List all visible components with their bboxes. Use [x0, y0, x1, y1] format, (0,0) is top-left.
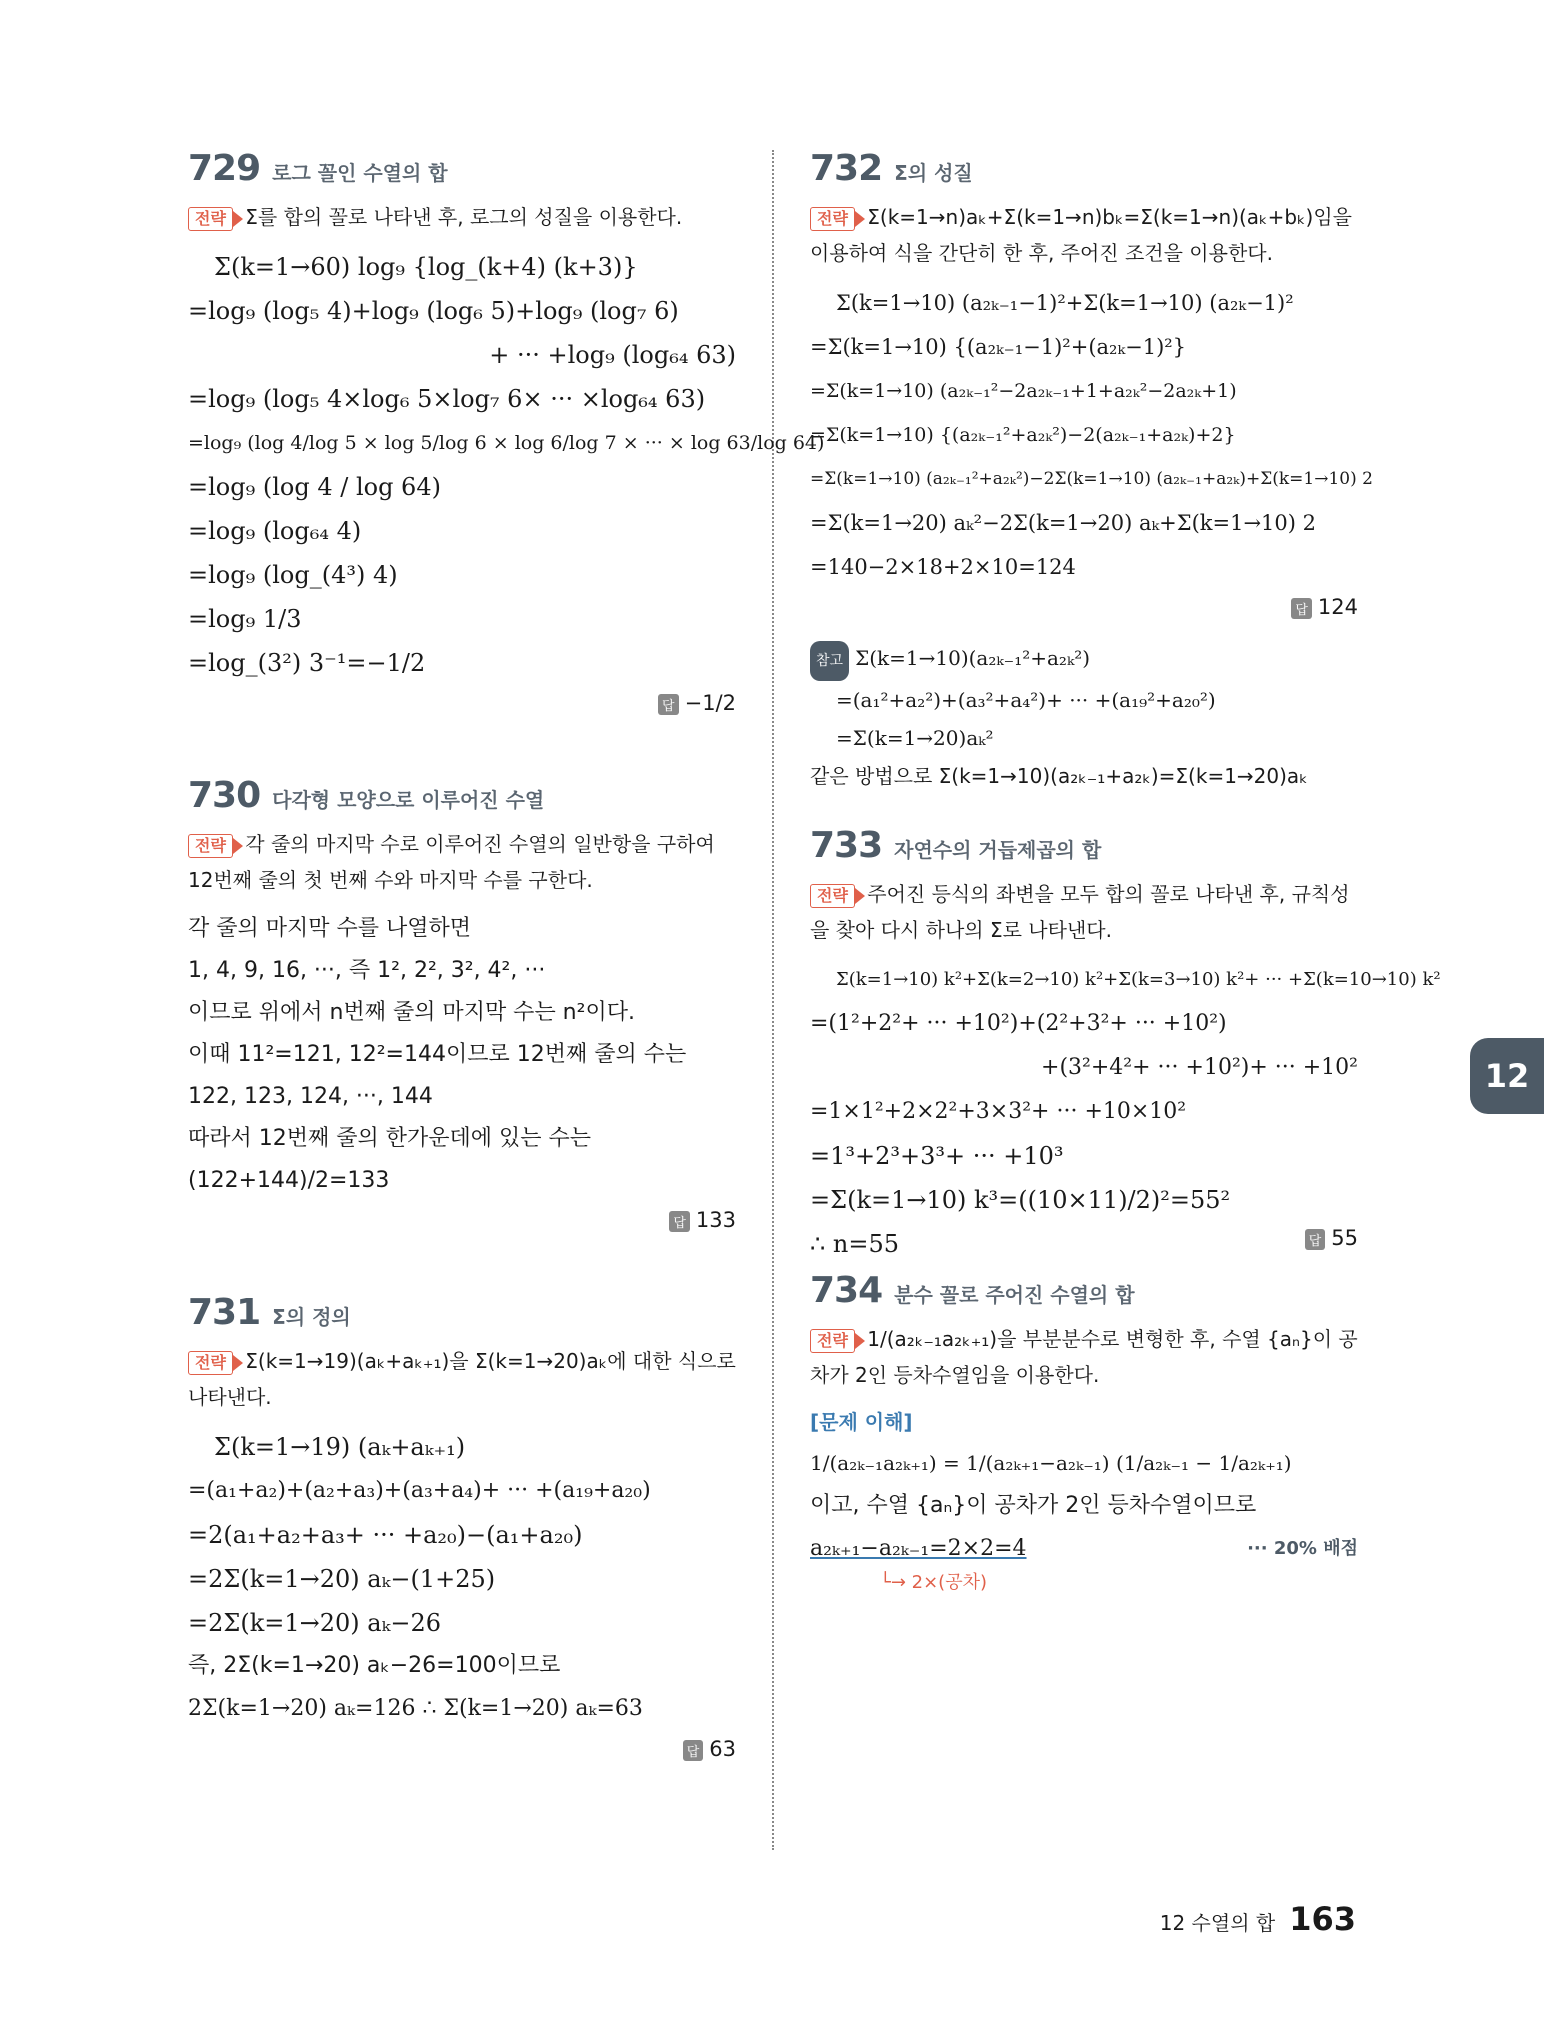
solution-line: 각 줄의 마지막 수를 나열하면	[188, 916, 471, 941]
problem-731	[188, 1292, 736, 1761]
page-footer	[1160, 1900, 1356, 1938]
solution-line: 이때 11²=121, 12²=144이므로 12번째 줄의 수는	[188, 1042, 687, 1067]
solution-line: Σ(k=1→10) (a₂ₖ₋₁−1)²+Σ(k=1→10) (a₂ₖ−1)²	[836, 291, 1294, 315]
problem-number: 734	[810, 1270, 883, 1311]
note-line: 같은 방법으로 Σ(k=1→10)(a₂ₖ₋₁+a₂ₖ)=Σ(k=1→20)aₖ	[810, 764, 1308, 788]
solution-line: =2(a₁+a₂+a₃+ ··· +a₂₀)−(a₁+a₂₀)	[188, 1521, 583, 1549]
solution-line: 1/(a₂ₖ₋₁a₂ₖ₊₁) = 1/(a₂ₖ₊₁−a₂ₖ₋₁) (1/a₂ₖ₋₁ − 1/a₂ₖ₊₁)	[810, 1451, 1292, 1475]
answer	[188, 1208, 736, 1232]
page-number: 163	[1289, 1900, 1356, 1938]
strategy-text: Σ(k=1→n)aₖ+Σ(k=1→n)bₖ=Σ(k=1→n)(aₖ+bₖ)임을 이용하여 식을 간단히 한 후, 주어진 조건을 이용한다.	[810, 205, 1352, 265]
solution-line: + ··· +log₉ (log₆₄ 63)	[489, 341, 736, 369]
strategy-tag: 전략	[188, 207, 233, 231]
problem-number: 730	[188, 775, 261, 816]
solution-line: 즉, 2Σ(k=1→20) aₖ−26=100이므로	[188, 1653, 561, 1678]
solution-line: a₂ₖ₊₁−a₂ₖ₋₁=2×2=4	[810, 1536, 1027, 1561]
strategy	[188, 1343, 736, 1415]
solution-line: =log₉ (log 4 / log 64)	[188, 473, 441, 501]
solution-line: 122, 123, 124, ···, 144	[188, 1084, 433, 1109]
solution-line: Σ(k=1→60) log₉ {log_(k+4) (k+3)}	[214, 253, 638, 281]
note-line: Σ(k=1→10)(a₂ₖ₋₁²+a₂ₖ²)	[855, 646, 1091, 670]
solution-line: =(a₁+a₂)+(a₂+a₃)+(a₃+a₄)+ ··· +(a₁₉+a₂₀)	[188, 1478, 651, 1503]
solution-line: (122+144)/2=133	[188, 1168, 390, 1193]
solution-line: Σ(k=1→19) (aₖ+aₖ₊₁)	[214, 1433, 466, 1461]
strategy	[188, 199, 736, 235]
solution-line: =2Σ(k=1→20) aₖ−26	[188, 1609, 441, 1637]
solution-line: 따라서 12번째 줄의 한가운데에 있는 수는	[188, 1126, 591, 1151]
solution-line: +(3²+4²+ ··· +10²)+ ··· +10²	[1041, 1055, 1358, 1080]
strategy	[188, 826, 736, 898]
problem-title: Σ의 정의	[272, 1305, 351, 1329]
problem-number: 733	[810, 825, 883, 866]
solution-line: =log₉ (log₆₄ 4)	[188, 517, 362, 545]
strategy-text: 각 줄의 마지막 수로 이루어진 수열의 일반항을 구하여 12번째 줄의 첫 번째 수와 마지막 수를 구한다.	[188, 832, 715, 892]
solution-line: ∴ n=55	[810, 1230, 900, 1258]
problem-title: 다각형 모양으로 이루어진 수열	[272, 788, 545, 812]
solution-line: =Σ(k=1→20) aₖ²−2Σ(k=1→20) aₖ+Σ(k=1→10) 2	[810, 511, 1317, 535]
solution-line: =2Σ(k=1→20) aₖ−(1+25)	[188, 1565, 496, 1593]
strategy-tag: 전략	[188, 834, 233, 858]
problem-733	[810, 825, 1441, 1258]
strategy-tag: 전략	[188, 1351, 233, 1375]
problem-number: 729	[188, 148, 261, 189]
answer	[810, 595, 1358, 619]
solution-line: 1, 4, 9, 16, ···, 즉 1², 2², 3², 4², ···	[188, 958, 546, 983]
solution-line: =log₉ (log_(4³) 4)	[188, 561, 398, 589]
strategy-text: Σ(k=1→19)(aₖ+aₖ₊₁)을 Σ(k=1→20)aₖ에 대한 식으로 나타낸다.	[188, 1349, 736, 1409]
solution-line: =Σ(k=1→10) k³=((10×11)/2)²=55²	[810, 1186, 1231, 1214]
solution-line: 2Σ(k=1→20) aₖ=126 ∴ Σ(k=1→20) aₖ=63	[188, 1696, 643, 1721]
answer	[188, 691, 736, 715]
solution-line: =log₉ (log₅ 4×log₆ 5×log₇ 6× ··· ×log₆₄ 63)	[188, 385, 706, 413]
solution-line: =1×1²+2×2²+3×3²+ ··· +10×10²	[810, 1099, 1187, 1124]
problem-number: 731	[188, 1292, 261, 1333]
solution-line: 이므로 위에서 n번째 줄의 마지막 수는 n²이다.	[188, 1000, 635, 1025]
problem-734	[810, 1270, 1358, 1595]
answer-value: −1/2	[684, 691, 736, 715]
strategy-tag: 전략	[810, 1329, 855, 1353]
strategy-text: 1/(a₂ₖ₋₁a₂ₖ₊₁)을 부분분수로 변형한 후, 수열 {aₙ}이 공차가 2인 등차수열임을 이용한다.	[810, 1327, 1358, 1387]
solution-line: =log₉ (log₅ 4)+log₉ (log₆ 5)+log₉ (log₇ 6)	[188, 297, 679, 325]
right-column	[810, 148, 1441, 1595]
problem-732	[810, 148, 1373, 795]
solution-line: =log₉ 1/3	[188, 605, 302, 633]
sub-heading: [문제 이해]	[810, 1410, 913, 1434]
solution-line: 이고, 수열 {aₙ}이 공차가 2인 등차수열이므로	[810, 1493, 1257, 1518]
strategy-text: Σ를 합의 꼴로 나타낸 후, 로그의 성질을 이용한다.	[245, 205, 683, 229]
problem-number: 732	[810, 148, 883, 189]
answer-icon: 답	[658, 694, 679, 715]
solution-line: Σ(k=1→10) k²+Σ(k=2→10) k²+Σ(k=3→10) k²+ ··· +Σ(k=10→10) k²	[836, 969, 1441, 990]
reference-note	[810, 639, 1358, 795]
strategy-text: 주어진 등식의 좌변을 모두 합의 꼴로 나타낸 후, 규칙성을 찾아 다시 하나의 Σ로 나타낸다.	[810, 882, 1350, 942]
answer-icon: 답	[669, 1211, 690, 1232]
problem-729	[188, 148, 825, 715]
strategy	[810, 876, 1358, 948]
strategy-tag: 전략	[810, 207, 855, 231]
solution-line: =1³+2³+3³+ ··· +10³	[810, 1142, 1064, 1170]
solution-line: =Σ(k=1→10) {(a₂ₖ₋₁²+a₂ₖ²)−2(a₂ₖ₋₁+a₂ₖ)+2}	[810, 424, 1236, 446]
strategy	[810, 1321, 1358, 1393]
problem-title: 로그 꼴인 수열의 합	[272, 161, 448, 185]
answer-icon: 답	[683, 1740, 704, 1761]
solution-line: =log_(3²) 3⁻¹=−1/2	[188, 649, 426, 677]
note-line: =Σ(k=1→20)aₖ²	[836, 726, 994, 750]
solution-line: =140−2×18+2×10=124	[810, 555, 1076, 579]
problem-title: 분수 꼴로 주어진 수열의 합	[894, 1283, 1135, 1307]
note-tag: 참고	[810, 641, 849, 681]
problem-title: Σ의 성질	[894, 161, 973, 185]
solution-line: =Σ(k=1→10) (a₂ₖ₋₁²−2a₂ₖ₋₁+1+a₂ₖ²−2a₂ₖ+1)	[810, 380, 1237, 402]
chapter-side-tab: 12	[1470, 1038, 1544, 1114]
strategy-tag: 전략	[810, 884, 855, 908]
answer-value: 63	[709, 1737, 736, 1761]
score-note: ··· 20% 배점	[1247, 1538, 1358, 1559]
answer-value: 124	[1317, 595, 1358, 619]
problem-730	[188, 775, 736, 1232]
solution-line: =Σ(k=1→10) (a₂ₖ₋₁²+a₂ₖ²)−2Σ(k=1→10) (a₂ₖ₋₁+a₂ₖ)+Σ(k=1→10) 2	[810, 469, 1373, 489]
solution-line: =log₉ (log 4/log 5 × log 5/log 6 × log 6/log 7 × ··· × log 63/log 64)	[188, 432, 825, 454]
column-divider	[772, 150, 774, 1850]
strategy	[810, 199, 1358, 271]
answer-value: 133	[695, 1208, 736, 1232]
footer-chapter: 12 수열의 합	[1159, 1911, 1276, 1935]
answer-value: 55	[1331, 1226, 1358, 1250]
answer-icon: 답	[1291, 598, 1312, 619]
solution-line: =(1²+2²+ ··· +10²)+(2²+3²+ ··· +10²)	[810, 1011, 1227, 1036]
answer-icon: 답	[1305, 1229, 1326, 1250]
problem-title: 자연수의 거듭제곱의 합	[894, 838, 1102, 862]
note-line: =(a₁²+a₂²)+(a₃²+a₄²)+ ··· +(a₁₉²+a₂₀²)	[836, 688, 1216, 712]
left-column	[188, 148, 825, 1781]
annotation: └→ 2×(공차)	[880, 1572, 987, 1593]
solution-line: =Σ(k=1→10) {(a₂ₖ₋₁−1)²+(a₂ₖ−1)²}	[810, 335, 1187, 359]
answer	[188, 1737, 736, 1761]
